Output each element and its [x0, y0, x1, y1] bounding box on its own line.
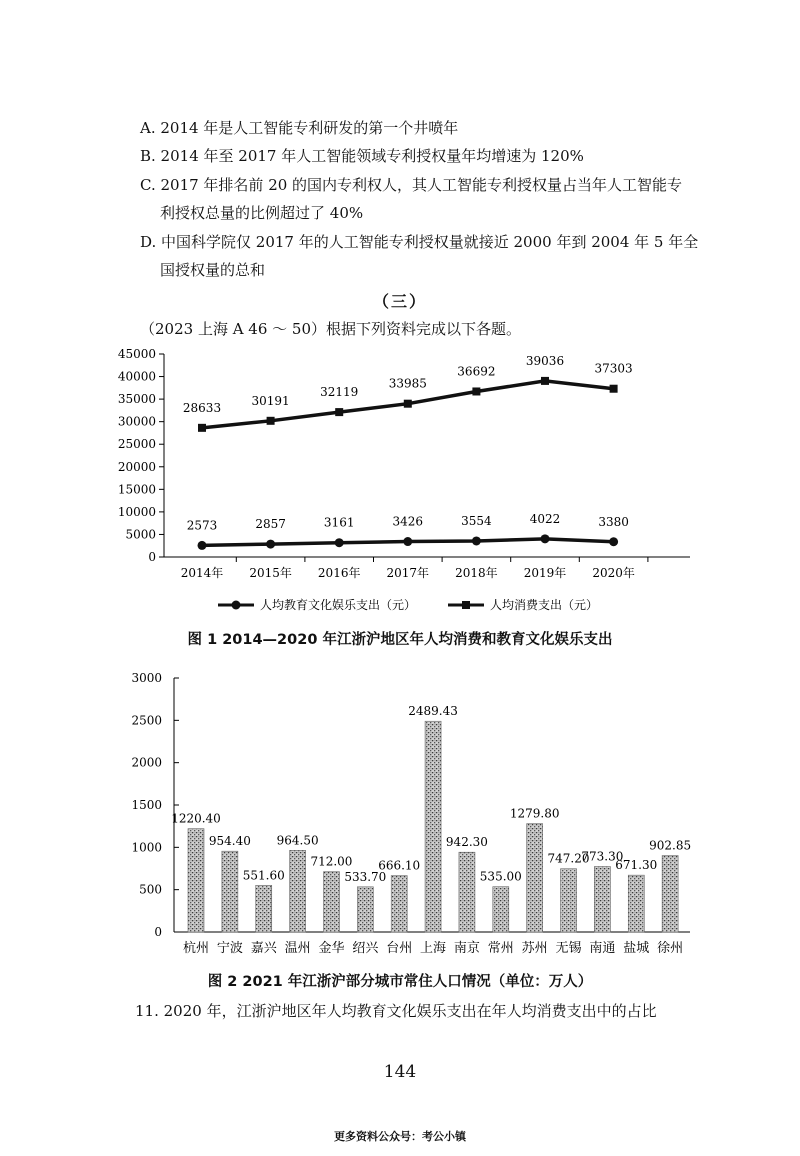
data-label: 1279.80 — [509, 806, 560, 821]
x-tick-label: 盐城 — [623, 941, 650, 956]
y-tick-label: 1000 — [131, 840, 162, 855]
question-11: 11. 2020 年，江浙沪地区年人均教育文化娱乐支出在年人均消费支出中的占比 — [135, 1002, 657, 1020]
x-tick-label: 2019年 — [523, 566, 567, 580]
y-tick-label: 0 — [148, 550, 156, 564]
x-tick-label: 温州 — [284, 941, 311, 956]
data-point — [198, 424, 206, 432]
data-point — [541, 377, 549, 385]
y-tick-label: 25000 — [117, 437, 156, 452]
x-tick-label: 2020年 — [592, 566, 635, 580]
y-tick-label: 35000 — [117, 392, 156, 407]
bar — [357, 887, 373, 932]
bar — [493, 887, 509, 932]
x-tick-label: 金华 — [318, 941, 345, 956]
intro-text: （2023 上海 A 46 ～ 50）根据下列资料完成以下各题。 — [140, 320, 522, 338]
data-label: 4022 — [529, 511, 561, 526]
x-tick-label: 上海 — [420, 941, 447, 956]
option-a: A. 2014 年是人工智能专利研发的第一个井喷年 — [140, 119, 459, 137]
data-label: 36692 — [457, 364, 496, 379]
bar — [527, 824, 543, 932]
data-label: 551.60 — [242, 868, 285, 883]
data-point — [198, 541, 207, 550]
x-tick-label: 无锡 — [555, 941, 582, 956]
x-tick-label: 2015年 — [249, 566, 292, 580]
y-tick-label: 20000 — [117, 459, 156, 474]
data-label: 2489.43 — [408, 704, 458, 719]
option-d-line1: D. 中国科学院仅 2017 年的人工智能专利授权量就接近 2000 年到 2004 年 5 年全 — [140, 233, 699, 251]
data-label: 3380 — [598, 514, 629, 529]
y-tick-label: 0 — [154, 925, 162, 939]
bar — [256, 885, 272, 932]
data-point — [266, 540, 275, 549]
bar — [188, 829, 204, 932]
data-label: 3161 — [323, 515, 355, 530]
y-tick-label: 15000 — [117, 482, 156, 497]
section-title: （三） — [372, 292, 427, 311]
y-tick-label: 3000 — [131, 671, 162, 685]
data-point — [403, 537, 412, 546]
bar — [628, 875, 644, 932]
data-point — [335, 408, 343, 416]
bar — [323, 872, 339, 932]
y-tick-label: 40000 — [117, 369, 156, 384]
option-b: B. 2014 年至 2017 年人工智能领域专利授权量年均增速为 120% — [140, 147, 584, 165]
data-point — [541, 534, 550, 543]
bar — [391, 876, 407, 932]
x-tick-label: 苏州 — [521, 941, 548, 956]
data-label: 747.20 — [547, 851, 590, 866]
bar — [662, 856, 678, 932]
option-c-line1: C. 2017 年排名前 20 的国内专利权人，其人工智能专利授权量占当年人工智能专 — [140, 176, 683, 194]
data-label: 32119 — [320, 385, 359, 400]
x-tick-label: 2018年 — [455, 566, 498, 580]
data-label: 33985 — [388, 376, 427, 391]
bar — [222, 851, 238, 932]
bar-chart — [100, 668, 720, 968]
x-tick-label: 徐州 — [657, 941, 684, 956]
legend-label: 人均消费支出（元） — [490, 598, 599, 612]
data-point — [609, 537, 618, 546]
data-label: 535.00 — [479, 869, 522, 884]
y-tick-label: 5000 — [125, 527, 156, 542]
legend-marker — [232, 601, 241, 610]
data-label: 3554 — [461, 513, 492, 528]
data-label: 1220.40 — [171, 811, 221, 826]
bar — [459, 852, 475, 932]
chart1-caption: 图 1 2014—2020 年江浙沪地区年人均消费和教育文化娱乐支出 — [187, 632, 613, 648]
data-label: 2857 — [255, 517, 286, 532]
data-point — [404, 400, 412, 408]
data-label: 902.85 — [649, 838, 692, 853]
chart2-caption: 图 2 2021 年江浙沪部分城市常住人口情况（单位：万人） — [207, 974, 593, 990]
line-chart — [100, 340, 720, 620]
data-label: 942.30 — [445, 835, 488, 850]
option-c-line2: 利授权总量的比例超过了 40% — [160, 204, 364, 222]
x-tick-label: 杭州 — [182, 941, 210, 956]
y-tick-label: 1500 — [131, 798, 162, 812]
data-point — [267, 417, 275, 425]
x-tick-label: 2014年 — [180, 566, 224, 580]
data-label: 964.50 — [276, 833, 319, 848]
data-label: 671.30 — [615, 858, 658, 873]
data-label: 2573 — [186, 518, 218, 533]
footer-text: 更多资料公众号：考公小镇 — [334, 1130, 466, 1143]
data-label: 954.40 — [208, 834, 251, 849]
y-tick-label: 2000 — [131, 755, 162, 770]
data-point — [472, 387, 480, 395]
page-number: 144 — [383, 1062, 417, 1082]
data-label: 28633 — [182, 400, 222, 415]
x-tick-label: 2016年 — [317, 566, 361, 580]
data-point — [335, 538, 344, 547]
y-tick-label: 2500 — [131, 713, 162, 728]
data-label: 666.10 — [378, 858, 421, 873]
data-label: 773.30 — [581, 849, 624, 864]
x-tick-label: 嘉兴 — [250, 941, 277, 956]
data-point — [472, 536, 481, 545]
x-tick-label: 绍兴 — [352, 941, 379, 956]
x-tick-label: 常州 — [487, 941, 514, 956]
data-point — [610, 385, 618, 393]
legend-label: 人均教育文化娱乐支出（元） — [260, 598, 417, 612]
bar — [425, 721, 441, 932]
y-tick-label: 45000 — [117, 347, 156, 361]
data-label: 3426 — [392, 514, 424, 529]
data-label: 533.70 — [344, 869, 387, 884]
x-tick-label: 南通 — [589, 941, 616, 956]
x-tick-label: 2017年 — [386, 566, 430, 580]
bar — [594, 867, 610, 932]
legend-marker — [462, 601, 470, 609]
x-tick-label: 南京 — [453, 941, 480, 956]
x-tick-label: 宁波 — [216, 941, 243, 956]
y-tick-label: 30000 — [117, 414, 156, 429]
y-tick-label: 10000 — [117, 504, 156, 519]
option-d-line2: 国授权量的总和 — [160, 261, 266, 279]
data-label: 39036 — [525, 353, 565, 368]
data-label: 712.00 — [310, 854, 353, 869]
x-tick-label: 台州 — [386, 941, 413, 956]
bar — [561, 869, 577, 932]
bar — [290, 850, 306, 932]
y-tick-label: 500 — [139, 882, 162, 897]
data-label: 30191 — [251, 393, 290, 408]
data-label: 37303 — [594, 361, 633, 376]
